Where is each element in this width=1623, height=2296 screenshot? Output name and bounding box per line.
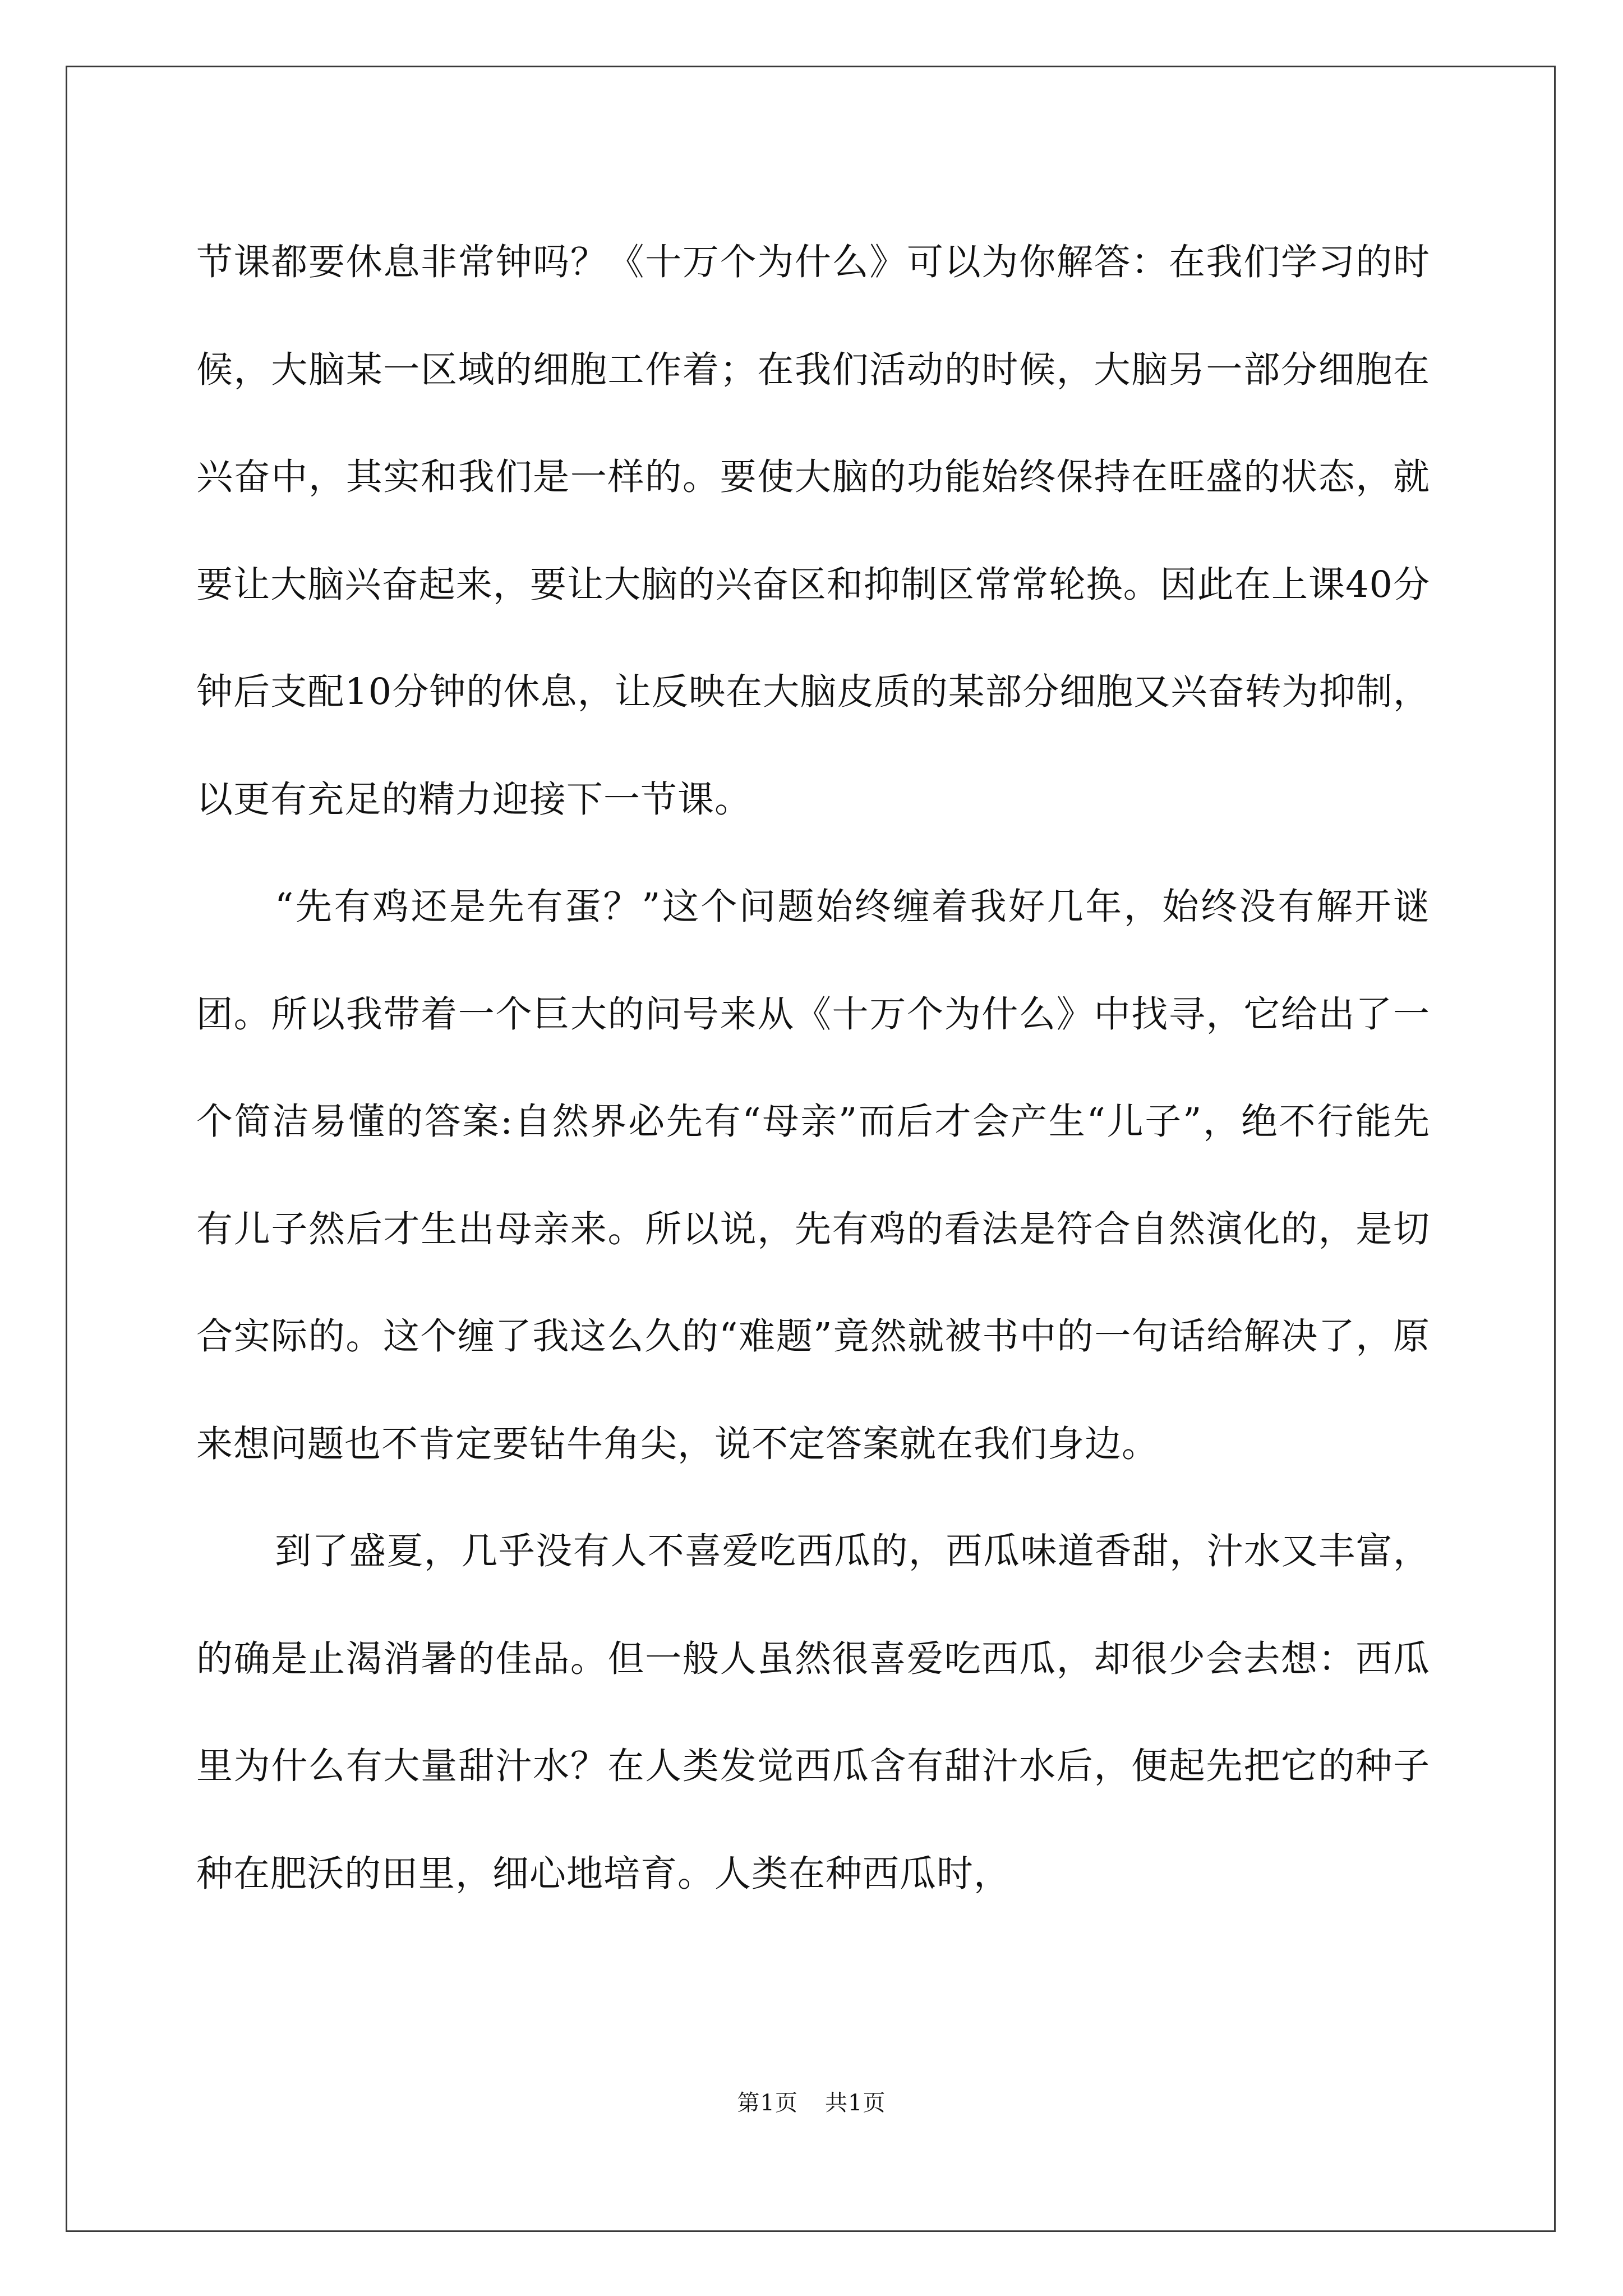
document-body [196, 209, 1430, 1927]
total-pages: 共1页 [825, 2090, 886, 2116]
paragraph-1: 节课都要休息非常钟吗？《十万个为什么》可以为你解答：在我们学习的时候，大脑某一区域的细胞工作着；在我们活动的时候，大脑另一部分细胞在兴奋中，其实和我们是一样的。要使大脑的功能始终保持在旺盛的状态，就要让大脑兴奋起来，要让大脑的兴奋区和抑制区常常轮换。因此在上课40分钟后支配10分钟的休息，让反映在大脑皮质的某部分细胞又兴奋转为抑制，以更有充足的精力迎接下一节课。 [196, 241, 1430, 821]
page-number: 第1页 [737, 2090, 798, 2116]
paragraph-3: 到了盛夏，几乎没有人不喜爱吃西瓜的，西瓜味道香甜，汁水又丰富，的确是止渴消暑的佳品。但一般人虽然很喜爱吃西瓜，却很少会去想：西瓜里为什么有大量甜汁水？在人类发觉西瓜含有甜汁水后，便起先把它的种子种在肥沃的田里，细心地培育。人类在种西瓜时， [196, 1530, 1430, 1895]
paragraph-2: “先有鸡还是先有蛋？”这个问题始终缠着我好几年，始终没有解开谜团。所以我带着一个巨大的问号来从《十万个为什么》中找寻，它给出了一个简洁易懂的答案:自然界必先有“母亲”而后才会产生“儿子”，绝不行能先有儿子然后才生出母亲来。所以说，先有鸡的看法是符合自然演化的，是切合实际的。这个缠了我这么久的“难题”竟然就被书中的一句话给解决了，原来想问题也不肯定要钻牛角尖，说不定答案就在我们身边。 [196, 886, 1430, 1465]
page-footer [0, 2089, 1623, 2117]
